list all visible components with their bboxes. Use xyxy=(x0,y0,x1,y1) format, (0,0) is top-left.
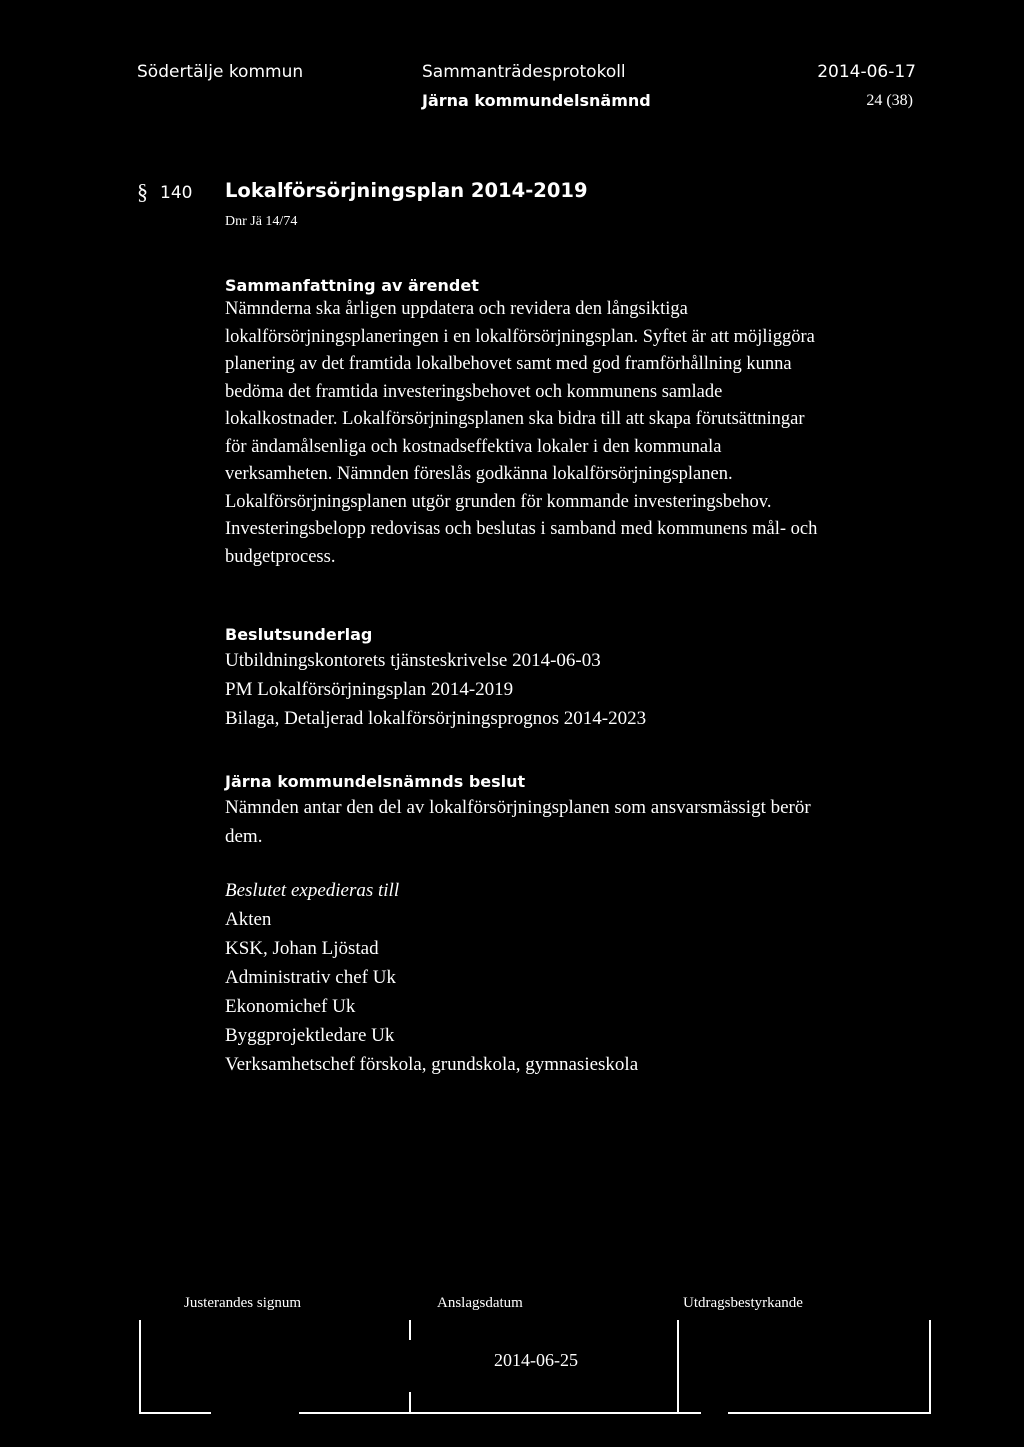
footer-divider-top xyxy=(409,1320,411,1340)
item-number: 140 xyxy=(160,183,193,203)
header-page-number: 24 (38) xyxy=(866,92,913,109)
footer-posting-date: 2014-06-25 xyxy=(494,1350,578,1370)
basis-heading: Beslutsunderlag xyxy=(225,625,373,644)
summary-line: budgetprocess. xyxy=(225,546,336,567)
footer-bottom-line-3 xyxy=(728,1412,931,1414)
distribution-item: KSK, Johan Ljöstad xyxy=(225,938,379,959)
distribution-item: Byggprojektledare Uk xyxy=(225,1025,395,1046)
header-date: 2014-06-17 xyxy=(817,62,916,82)
summary-text xyxy=(225,296,817,571)
footer-posting-label: Anslagsdatum xyxy=(437,1295,523,1311)
distribution-heading: Beslutet expedieras till xyxy=(225,880,400,901)
section-symbol: § xyxy=(137,179,148,204)
footer-signature-label: Justerandes signum xyxy=(184,1295,302,1311)
summary-heading: Sammanfattning av ärendet xyxy=(225,276,479,295)
footer-extract-label: Utdragsbestyrkande xyxy=(683,1295,803,1311)
distribution-item: Administrativ chef Uk xyxy=(225,967,396,988)
summary-line: bedöma det framtida investeringsbehovet och kommunens samlade xyxy=(225,381,723,402)
footer-bottom-line-1 xyxy=(139,1412,211,1414)
summary-line: planering av det framtida lokalbehovet samt med god framförhållning kunna xyxy=(225,354,792,374)
basis-item: Bilaga, Detaljerad lokalförsörjningsprognos 2014-2023 xyxy=(225,708,647,729)
basis-list xyxy=(225,646,646,733)
decision-heading: Järna kommundelsnämnds beslut xyxy=(225,772,526,791)
footer-divider-bottom xyxy=(409,1392,411,1414)
header-municipality: Södertälje kommun xyxy=(137,62,304,82)
footer-divider-right xyxy=(677,1320,679,1414)
item-title: Lokalförsörjningsplan 2014-2019 xyxy=(225,179,588,202)
summary-line: Nämnderna ska årligen uppdatera och revidera den långsiktiga xyxy=(225,299,688,319)
header-doc-type: Sammanträdesprotokoll xyxy=(422,62,626,82)
footer-box-right-border xyxy=(929,1320,931,1414)
summary-line: för ändamålsenliga och kostnadseffektiva lokaler i den kommunala xyxy=(225,436,722,457)
distribution-list xyxy=(225,905,638,1079)
summary-line: verksamheten. Nämnden föreslås godkänna lokalförsörjningsplanen. xyxy=(225,464,733,484)
header-committee: Järna kommundelsnämnd xyxy=(422,91,651,110)
decision-text xyxy=(225,793,811,851)
footer-bottom-line-2 xyxy=(299,1412,701,1414)
distribution-item: Ekonomichef Uk xyxy=(225,996,356,1017)
basis-item: PM Lokalförsörjningsplan 2014-2019 xyxy=(225,679,514,700)
footer-box-left-border xyxy=(139,1320,141,1414)
basis-item: Utbildningskontorets tjänsteskrivelse 2014-06-03 xyxy=(225,650,601,671)
summary-line: lokalkostnader. Lokalförsörjningsplanen ska bidra till att skapa förutsättningar xyxy=(225,409,805,429)
decision-line: Nämnden antar den del av lokalförsörjningsplanen som ansvarsmässigt berör xyxy=(225,797,811,818)
summary-line: Lokalförsörjningsplanen utgör grunden för kommande investeringsbehov. xyxy=(225,491,772,512)
distribution-item: Akten xyxy=(225,909,272,930)
distribution-item: Verksamhetschef förskola, grundskola, gymnasieskola xyxy=(225,1054,639,1075)
decision-line: dem. xyxy=(225,826,263,847)
summary-line: lokalförsörjningsplaneringen i en lokalförsörjningsplan. Syftet är att möjliggöra xyxy=(225,326,815,347)
item-dnr: Dnr Jä 14/74 xyxy=(225,214,298,229)
summary-line: Investeringsbelopp redovisas och beslutas i samband med kommunens mål- och xyxy=(225,519,818,539)
